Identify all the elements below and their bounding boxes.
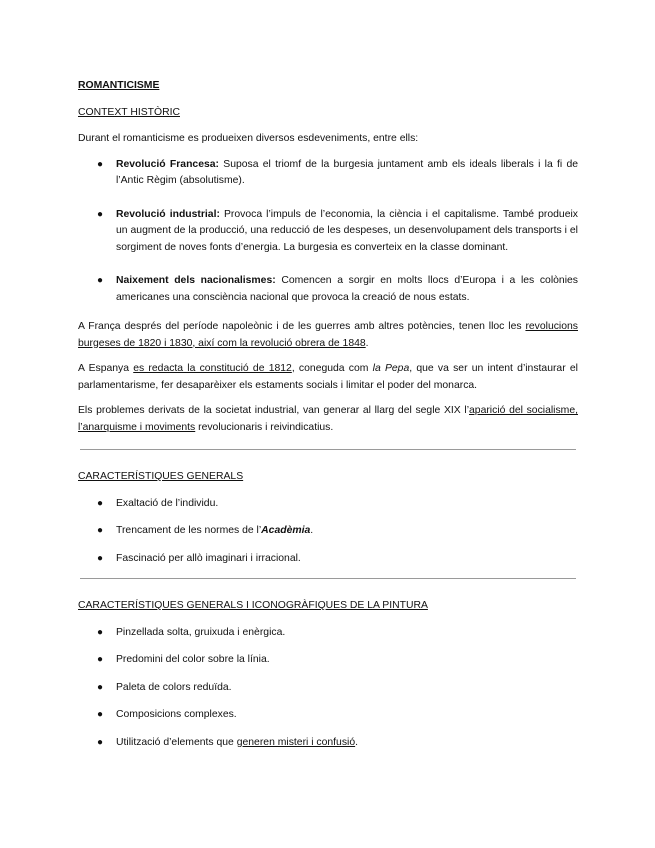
list-item-text: Exaltació de l’individu. xyxy=(116,497,219,509)
list-item-text: Pinzellada solta, gruixuda i enèrgica. xyxy=(116,626,286,638)
event-term: Naixement dels nacionalismes: xyxy=(116,275,276,286)
list-item xyxy=(78,551,578,568)
paragraph-socialism xyxy=(78,403,578,436)
event-text: Comencen a sorgir en molts llocs d’Europa i a les colònies americanes una consciència nacional que provoca la creació de nous estats. xyxy=(116,275,578,303)
list-item-text: Fascinació per allò imaginari i irracional. xyxy=(116,552,301,564)
paragraph-france xyxy=(78,319,578,352)
list-item-french-revolution xyxy=(78,157,578,190)
text-run: A Espanya xyxy=(78,363,134,374)
list-item-text: Trencament de les normes de l’ xyxy=(116,525,262,536)
section-heading-context: CONTEXT HISTÒRIC xyxy=(78,106,180,118)
list-item xyxy=(78,735,578,752)
text-run-italic: la Pepa xyxy=(372,363,410,374)
section-heading-general: CARACTERÍSTIQUES GENERALS xyxy=(78,471,244,482)
list-item-text: . xyxy=(310,525,314,536)
event-term: Revolució Francesa: xyxy=(116,158,220,170)
bullet-icon: ● xyxy=(97,552,104,564)
link-constitution-1812[interactable]: es redacta la constitució de 1812 xyxy=(133,363,292,374)
list-item-industrial-revolution xyxy=(78,207,578,257)
context-intro: Durant el romanticisme es produeixen diversos esdeveniments, entre ells: xyxy=(78,133,419,144)
paragraph-spain xyxy=(78,361,578,394)
event-text: Suposa el triomf de la burgesia juntament amb els ideals liberals i la fi de l’Antic Règim (absolutisme). xyxy=(116,158,579,186)
list-item-text: Predomini del color sobre la línia. xyxy=(116,654,270,665)
bullet-icon: ● xyxy=(97,497,104,509)
painting-characteristics-list xyxy=(78,625,578,752)
list-item-text: . xyxy=(355,736,359,748)
bullet-icon: ● xyxy=(97,709,104,720)
link-mystery-confusion[interactable]: generen misteri i confusió xyxy=(236,736,356,748)
text-run: , coneguda com xyxy=(291,363,373,374)
text-run: revolucionaris i reivindicatius. xyxy=(195,421,334,433)
list-item-nationalisms xyxy=(78,273,578,306)
list-item xyxy=(78,523,578,540)
text-run: . xyxy=(365,337,369,349)
horizontal-divider xyxy=(80,449,576,450)
text-run: Els problemes derivats de la societat industrial, van generar al llarg del segle XIX l’ xyxy=(78,405,470,416)
bullet-icon: ● xyxy=(97,525,104,536)
document-content xyxy=(78,78,578,762)
list-item-emphasis: Acadèmia xyxy=(261,525,311,536)
list-item xyxy=(78,496,578,513)
list-item xyxy=(78,707,578,724)
bullet-icon: ● xyxy=(97,275,104,286)
list-item xyxy=(78,625,578,642)
bullet-icon: ● xyxy=(97,208,104,220)
list-item-text: Composicions complexes. xyxy=(116,709,237,720)
section-heading-painting: CARACTERÍSTIQUES GENERALS I ICONOGRÀFIQUES DE LA PINTURA xyxy=(78,600,428,611)
link-socialism[interactable]: aparició del socialisme, l’anarquisme i moviments xyxy=(78,405,579,433)
bullet-icon: ● xyxy=(97,681,104,693)
horizontal-divider xyxy=(80,578,576,579)
list-item-text: Utilització d’elements que xyxy=(116,736,237,748)
event-term: Revolució industrial: xyxy=(116,208,220,220)
bullet-icon: ● xyxy=(97,736,104,748)
general-characteristics-list xyxy=(78,496,578,568)
link-bourgeois-revolutions[interactable]: revolucions burgeses de 1820 i 1830, així com la revolució obrera de 1848 xyxy=(78,321,578,349)
bullet-icon: ● xyxy=(97,626,104,638)
bullet-icon: ● xyxy=(97,158,104,170)
historical-events-list xyxy=(78,157,578,307)
document-title: ROMANTICISME xyxy=(78,80,160,91)
list-item xyxy=(78,652,578,669)
text-run: , que va ser un intent d’instaurar el parlamentarisme, fer desaparèixer els estaments socials i limitar el poder del monarca. xyxy=(78,363,578,391)
bullet-icon: ● xyxy=(97,654,104,665)
list-item xyxy=(78,680,578,697)
event-text: Provoca l’impuls de l’economia, la ciència i el capitalisme. També produeix un augment de la producció, una reducció de les despeses, un desenvolupament dels transports i el sorgiment de noves fonts d’energia. La burgesia es converteix en la classe dominant. xyxy=(116,208,578,253)
list-item-text: Paleta de colors reduïda. xyxy=(116,681,232,693)
text-run: A França després del període napoleònic i de les guerres amb altres potències, tenen lloc les xyxy=(78,321,526,332)
